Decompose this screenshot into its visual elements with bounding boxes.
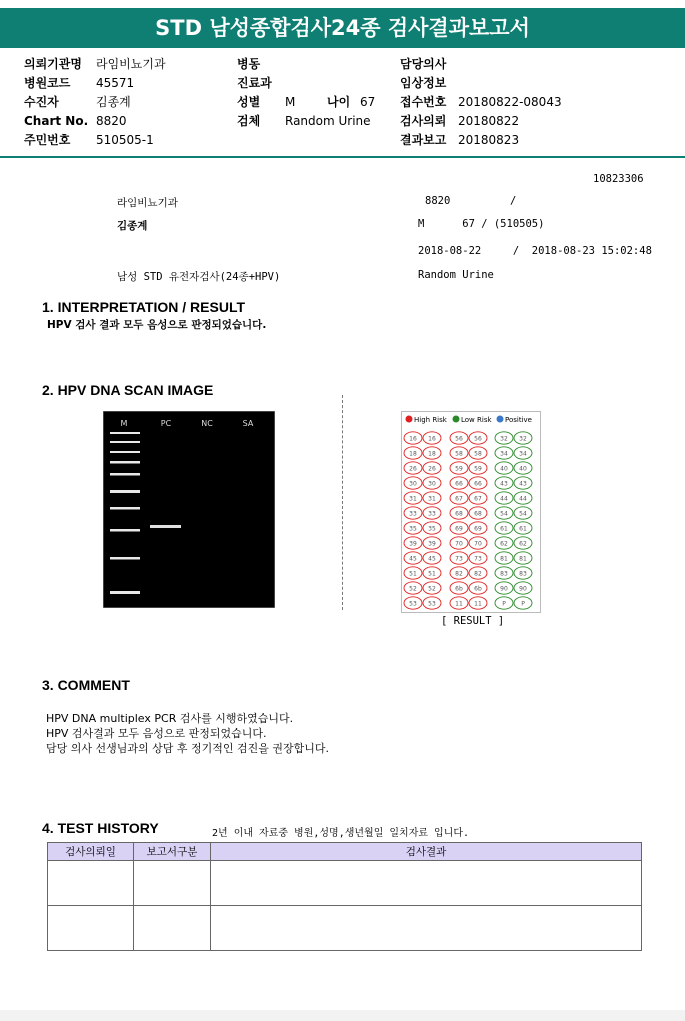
patient-label: 수진자 — [24, 95, 59, 109]
specimen-value: Random Urine — [285, 114, 371, 128]
gel-image — [103, 411, 275, 608]
chip-spot-label: 69 — [474, 525, 482, 533]
chip-spot-label: 34 — [500, 450, 508, 458]
institution-label: 의뢰기관명 — [24, 57, 82, 71]
chip-spot-label: 11 — [455, 600, 463, 608]
chip-spot-label: 52 — [409, 585, 417, 593]
chip-spot-label: 6b — [474, 585, 482, 593]
chart-value: 8820 — [96, 114, 127, 128]
chip-spot-label: 73 — [455, 555, 463, 563]
chip-spot-label: 70 — [455, 540, 463, 548]
comment-line: 담당 의사 선생님과의 상담 후 정기적인 검진을 권장합니다. — [46, 742, 329, 755]
chip-spot-label: 56 — [474, 435, 482, 443]
table-row — [48, 861, 642, 906]
legend-label: Low Risk — [461, 416, 492, 424]
section-history-title: 4. TEST HISTORY — [42, 820, 159, 836]
chip-spot-label: 90 — [500, 585, 508, 593]
chip-spot-label: 30 — [409, 480, 417, 488]
chip-spot-label: 33 — [428, 510, 436, 518]
chip-spot-label: 67 — [455, 495, 463, 503]
doctor-label: 담당의사 — [400, 57, 447, 71]
report-date-label: 결과보고 — [400, 133, 447, 147]
sex-value: M — [285, 95, 296, 109]
chip-spot-label: 61 — [519, 525, 527, 533]
ward-label: 병동 — [237, 57, 261, 71]
chip-spot-label: 82 — [474, 570, 482, 578]
history-col-report-type: 보고서구분 — [134, 843, 211, 861]
dept-label: 진료과 — [237, 76, 272, 90]
age-label: 나이 — [327, 95, 351, 109]
chip-spot-label: 32 — [500, 435, 508, 443]
legend-dot — [406, 416, 413, 423]
institution-value: 라임비뇨기과 — [96, 57, 166, 71]
chip-spot-label: 70 — [474, 540, 482, 548]
gel-lane-pc: PC — [160, 419, 172, 428]
chip-spot-label: 52 — [428, 585, 436, 593]
section-interpretation-title: 1. INTERPRETATION / RESULT — [42, 299, 246, 315]
table-cell — [48, 861, 134, 906]
chip-spot-label: 68 — [455, 510, 463, 518]
chip-spot-label: 18 — [428, 450, 436, 458]
info-col-3 — [400, 55, 562, 150]
detail-slash: / — [510, 195, 517, 207]
specimen-label: 검체 — [237, 114, 261, 128]
chip-spot-label: 73 — [474, 555, 482, 563]
chip-spot-label: 62 — [519, 540, 527, 548]
section-scan-image-title: 2. HPV DNA SCAN IMAGE — [42, 382, 214, 398]
chip-spot-label: 59 — [474, 465, 482, 473]
chip-spot-label: 16 — [428, 435, 436, 443]
chip-spot-label: 56 — [455, 435, 463, 443]
chip-spot-label: 26 — [409, 465, 417, 473]
chip-spot-label: 66 — [474, 480, 482, 488]
chip-spot-label: 81 — [500, 555, 508, 563]
chip-spot-label: 45 — [428, 555, 436, 563]
detail-test-name: 남성 STD 유전자검사(24종+HPV) — [117, 271, 281, 283]
chip-spot-label: 31 — [409, 495, 417, 503]
chip-spot-label: 51 — [409, 570, 417, 578]
request-value: 20180822 — [458, 114, 520, 128]
chip-spot-label: 59 — [455, 465, 463, 473]
patient-value: 김종계 — [96, 95, 131, 109]
age-value: 67 — [360, 95, 376, 109]
chip-spot-label: 35 — [409, 525, 417, 533]
legend-dot — [453, 416, 460, 423]
chip-spot-label: 62 — [500, 540, 508, 548]
detail-sex-age: M 67 / (510505) — [418, 218, 545, 230]
history-table — [47, 842, 642, 951]
sex-label: 성별 — [237, 95, 261, 109]
chip-spot-label: 11 — [474, 600, 482, 608]
gel-lane-sa: SA — [242, 419, 254, 428]
chip-spot-label: 67 — [474, 495, 482, 503]
header-divider — [0, 156, 685, 158]
chip-spot-label: 81 — [519, 555, 527, 563]
table-row — [48, 906, 642, 951]
chip-spot-label: 53 — [409, 600, 417, 608]
interpretation-text: HPV 검사 결과 모두 음성으로 판정되었습니다. — [47, 319, 267, 331]
history-header-row — [48, 843, 642, 861]
report-title: STD 남성종합검사24종 검사결과보고서 — [0, 8, 685, 48]
detail-clinic: 라임비뇨기과 — [117, 197, 178, 209]
chip-spot-label: 61 — [500, 525, 508, 533]
detail-dates: 2018-08-22 / 2018-08-23 15:02:48 — [418, 245, 652, 257]
info-col-1 — [24, 55, 166, 150]
table-cell — [48, 906, 134, 951]
legend-dot — [497, 416, 504, 423]
detail-chart: 8820 — [425, 195, 451, 207]
chip-spot-label: 58 — [474, 450, 482, 458]
chip-result-caption: [ RESULT ] — [441, 615, 505, 627]
chip-spot-label: 45 — [409, 555, 417, 563]
receipt-label: 접수번호 — [400, 95, 447, 109]
reference-number: 10823306 — [593, 173, 644, 185]
chip-spot-label: 33 — [409, 510, 417, 518]
chip-spot-label: 32 — [519, 435, 527, 443]
chip-spot-label: 83 — [500, 570, 508, 578]
chip-spot-label: 31 — [428, 495, 436, 503]
chip-spot-label: 26 — [428, 465, 436, 473]
chip-image — [401, 411, 541, 613]
scan-divider — [342, 395, 343, 610]
report-date-value: 20180823 — [458, 133, 520, 147]
comment-block — [46, 711, 329, 756]
chip-spot-label: 54 — [519, 510, 527, 518]
chip-spot-label: P — [521, 600, 525, 608]
comment-line: HPV DNA multiplex PCR 검사를 시행하였습니다. — [46, 712, 294, 725]
chip-spot-label: 58 — [455, 450, 463, 458]
chart-label: Chart No. — [24, 114, 89, 128]
chip-spot-label: 54 — [500, 510, 508, 518]
table-cell — [134, 861, 211, 906]
chip-spot-label: 6b — [455, 585, 463, 593]
history-col-result: 검사결과 — [211, 843, 642, 861]
chip-spot-label: 44 — [519, 495, 527, 503]
request-label: 검사의뢰 — [400, 114, 447, 128]
chip-spot-label: 43 — [500, 480, 508, 488]
receipt-value: 20180822-08043 — [458, 95, 562, 109]
table-cell — [211, 861, 642, 906]
comment-line: HPV 검사결과 모두 음성으로 판정되었습니다. — [46, 727, 267, 740]
clinical-label: 임상정보 — [400, 76, 447, 90]
chip-spot-label: 30 — [428, 480, 436, 488]
gel-lane-m: M — [120, 419, 128, 428]
chip-spot-label: 90 — [519, 585, 527, 593]
legend-label: High Risk — [414, 416, 447, 424]
chip-spot-label: 66 — [455, 480, 463, 488]
chip-spot-label: 16 — [409, 435, 417, 443]
resident-value: 510505-1 — [96, 133, 154, 147]
table-cell — [134, 906, 211, 951]
section-comment-title: 3. COMMENT — [42, 677, 130, 693]
chip-spot-label: 18 — [409, 450, 417, 458]
detail-specimen: Random Urine — [418, 269, 494, 281]
chip-spot-label: 82 — [455, 570, 463, 578]
chip-spot-label: 39 — [428, 540, 436, 548]
resident-label: 주민번호 — [24, 133, 71, 147]
chip-spot-label: 43 — [519, 480, 527, 488]
detail-patient: 김종계 — [117, 220, 148, 232]
table-cell — [211, 906, 642, 951]
code-value: 45571 — [96, 76, 135, 90]
gel-lane-nc: NC — [201, 419, 213, 428]
chip-spot-label: 35 — [428, 525, 436, 533]
chip-spot-label: P — [502, 600, 506, 608]
chip-spot-label: 34 — [519, 450, 527, 458]
pc-band — [150, 525, 181, 528]
chip-spot-label: 44 — [500, 495, 508, 503]
chip-spot-label: 69 — [455, 525, 463, 533]
code-label: 병원코드 — [24, 76, 71, 90]
history-note: 2년 이내 자료중 병원,성명,생년월일 일치자료 입니다. — [212, 828, 470, 839]
chip-spot-label: 40 — [500, 465, 508, 473]
chip-spot-label: 39 — [409, 540, 417, 548]
info-col-2 — [237, 55, 375, 131]
history-col-request-date: 검사의뢰일 — [48, 843, 134, 861]
legend-label: Positive — [505, 416, 532, 424]
chip-spot-label: 68 — [474, 510, 482, 518]
chip-spot-label: 83 — [519, 570, 527, 578]
chip-spot-label: 53 — [428, 600, 436, 608]
chip-spot-label: 40 — [519, 465, 527, 473]
chip-spot-label: 51 — [428, 570, 436, 578]
